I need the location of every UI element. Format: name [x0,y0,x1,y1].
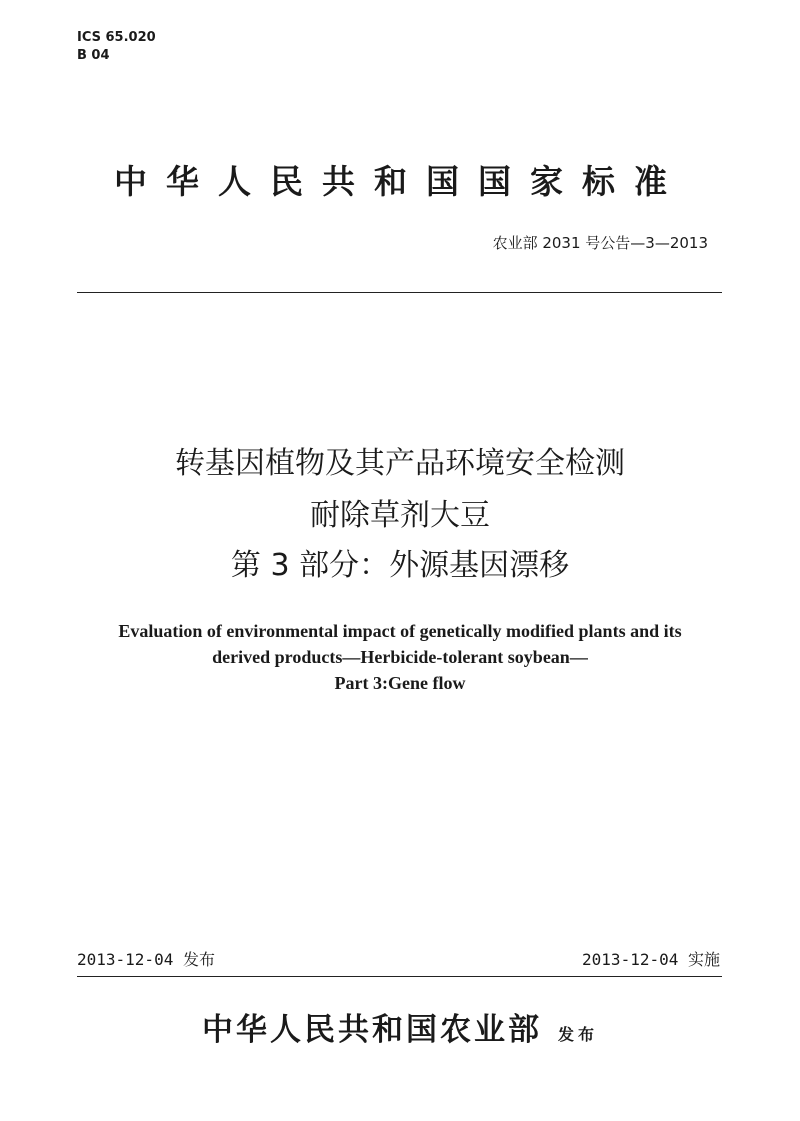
standard-name: 中华人民共和国国家标准 [114,162,686,201]
title-cn-line-1: 转基因植物及其产品环境安全检测 [175,446,625,481]
issue-date: 2013-12-04 发布 [77,950,215,969]
publisher-name: 中华人民共和国农业部 [201,1012,542,1048]
title-cn-line-2: 耐除草剂大豆 [310,498,490,533]
bottom-divider [77,976,722,977]
ics-code: ICS 65.020 [77,30,156,45]
title-en-line-3: Part 3:Gene flow [334,673,466,693]
publisher [0,1010,800,1055]
title-en-line-2: derived products—Herbicide-tolerant soybean— [212,647,588,667]
implementation-date: 2013-12-04 实施 [582,950,720,969]
title-en-line-1: Evaluation of environmental impact of genetically modified plants and its [118,621,682,641]
standard-number: 农业部 2031 号公告—3—2013 [492,234,708,252]
top-divider [77,292,722,293]
title-cn-line-3: 第 3 部分：外源基因漂移 [230,548,570,583]
ccs-code: B 04 [77,48,110,63]
publisher-suffix: 发布 [557,1025,598,1044]
